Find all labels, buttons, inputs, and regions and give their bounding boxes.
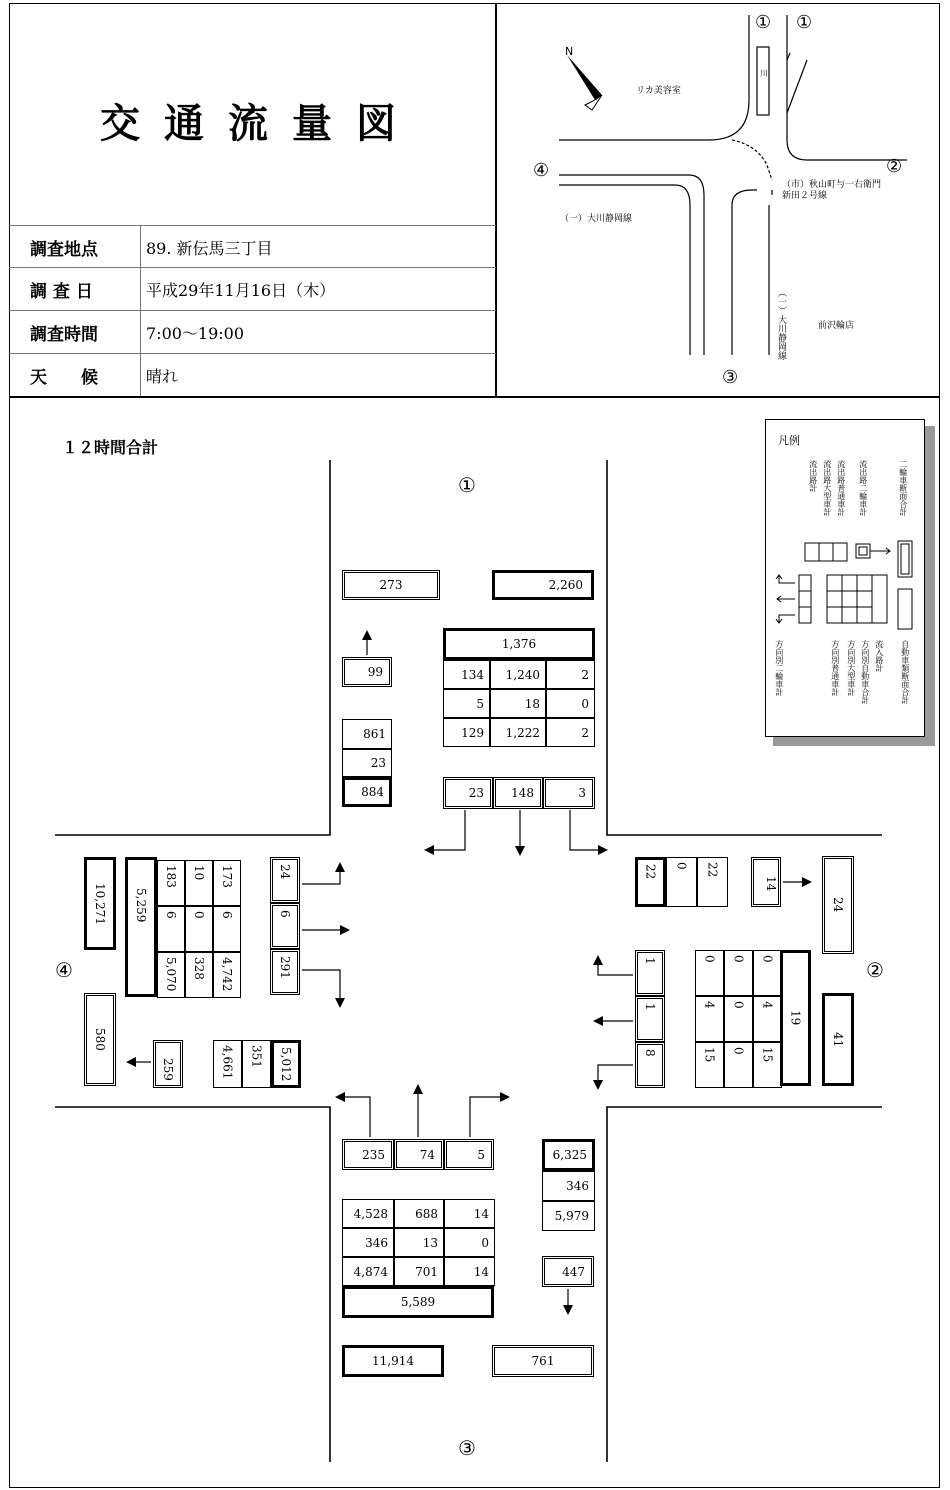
north-twowheel-section: 273 (342, 570, 440, 600)
west-matrix-cell: 5,070 (157, 952, 185, 998)
leg-south: ③ (458, 1436, 476, 1460)
south-section-total: 11,914 (342, 1345, 444, 1377)
east-dir-cell: 1 (635, 996, 665, 1042)
south-exit-large: 346 (542, 1171, 595, 1201)
map-leg1b: ① (796, 12, 813, 33)
map-leg1a: ① (755, 12, 772, 33)
south-exit-twowheel: 447 (542, 1256, 594, 1287)
west-matrix-cell: 6 (213, 906, 241, 952)
north-dir-cell: 3 (543, 777, 595, 809)
south-dir-cell: 5 (444, 1139, 494, 1170)
west-dir-cell: 24 (270, 857, 300, 903)
south-dir-straight-arrowhead (413, 1084, 423, 1094)
south-dir-right-arrow (470, 1097, 500, 1137)
map-landmark-bottom: 前沢輪店 (818, 321, 855, 331)
legend-top-label: 二輪車断面合計 (898, 460, 908, 516)
north-matrix-cell: 18 (490, 689, 546, 718)
east-dir-top-arrowhead (593, 955, 603, 965)
east-exit-cell: 22 (635, 857, 666, 907)
north-matrix-cell: 2 (546, 718, 595, 747)
page-title: 交通流量図 (100, 101, 420, 147)
south-matrix-cell: 4,528 (342, 1199, 394, 1228)
east-exit-twowheel: 14 (751, 857, 781, 907)
map-north-label: N (565, 45, 574, 58)
west-dir-cell: 291 (270, 949, 300, 995)
header-row-value: 7:00〜19:00 (146, 324, 245, 343)
period-label: １２時間合計 (62, 438, 159, 457)
legend-bottom-label: 方向別二輪車計 (774, 640, 784, 696)
west-dir-top-arrowhead (335, 862, 345, 872)
east-exit-cell: 0 (666, 857, 697, 907)
north-dir-left-arrow (432, 810, 465, 850)
west-exit-cell: 4,661 (213, 1040, 242, 1088)
east-twowheel-section: 24 (822, 856, 854, 954)
north-matrix-cell: 129 (443, 718, 490, 747)
east-matrix-cell: 15 (753, 1042, 782, 1088)
west-exit-arrowhead (126, 1057, 136, 1067)
west-dir-bottom-arrow (302, 970, 340, 998)
map-road-bottom-label: （一）大川静岡線 (776, 288, 786, 360)
map-small-box-label: 川 (760, 69, 768, 78)
north-matrix-cell: 1,222 (490, 718, 546, 747)
east-matrix-cell: 0 (695, 950, 724, 996)
north-matrix-cell: 0 (546, 689, 595, 718)
west-inflow-total: 5,259 (125, 857, 157, 997)
legend-symbols (765, 419, 925, 737)
east-dir-bottom-arrow (598, 1065, 633, 1080)
east-dir-bottom-arrowhead (593, 1080, 603, 1090)
north-section-total: 2,260 (492, 570, 594, 600)
west-exit-cell: 5,012 (271, 1040, 301, 1088)
west-twowheel-section: 580 (84, 993, 116, 1086)
east-matrix-cell: 0 (724, 996, 753, 1042)
leg-east: ② (866, 958, 884, 982)
north-exit-arrowhead (362, 630, 372, 640)
map-road-right-label: （市）秋山町与一右衛門 新田２号線 (782, 180, 882, 201)
west-matrix-cell: 6 (157, 906, 185, 952)
east-matrix-cell: 4 (695, 996, 724, 1042)
south-dir-right-arrowhead (500, 1092, 510, 1102)
legend-bottom-label: 自動車類断面合計 (900, 640, 910, 704)
legend-bottom-label: 方向別普通車計 (830, 640, 840, 696)
north-exit-total: 884 (342, 777, 392, 807)
leg-north: ① (458, 473, 476, 497)
south-matrix-cell: 14 (444, 1257, 495, 1286)
header-row-value: 89. 新伝馬三丁目 (146, 239, 273, 258)
south-twowheel-section: 761 (492, 1345, 594, 1377)
north-matrix-cell: 1,240 (490, 660, 546, 689)
header-row-label: 調 査 日 (30, 282, 93, 302)
east-matrix-cell: 15 (695, 1042, 724, 1088)
west-dir-mid-arrowhead (340, 925, 350, 935)
map-leg3: ③ (722, 367, 739, 388)
south-exit-total: 6,325 (542, 1139, 595, 1171)
south-exit-arrowhead (563, 1305, 573, 1315)
south-matrix-cell: 346 (342, 1228, 394, 1257)
legend-bottom-label: 流入路計 (874, 640, 884, 672)
south-matrix-cell: 14 (444, 1199, 495, 1228)
north-matrix-cell: 134 (443, 660, 490, 689)
header-row-label: 調査時間 (30, 325, 98, 345)
south-dir-cell: 235 (342, 1139, 394, 1170)
map-leg4: ④ (533, 160, 550, 181)
north-dir-cell: 148 (493, 777, 543, 809)
west-section-total: 10,271 (84, 857, 116, 950)
header-row-value: 晴れ (146, 367, 179, 386)
east-dir-mid-arrowhead (593, 1016, 603, 1026)
north-exit-large: 23 (342, 749, 392, 777)
header-row-label: 調査地点 (30, 240, 98, 260)
east-exit-cell: 22 (697, 857, 728, 907)
west-matrix-cell: 328 (185, 952, 213, 998)
legend-top-label: 流出路計 (808, 460, 818, 492)
map-leg2: ② (886, 156, 903, 177)
west-matrix-cell: 183 (157, 860, 185, 906)
west-matrix-cell: 4,742 (213, 952, 241, 998)
west-matrix-cell: 0 (185, 906, 213, 952)
east-dir-top-arrow (598, 965, 633, 975)
east-matrix-cell: 0 (724, 1042, 753, 1088)
legend-top-label: 流出路普通車計 (836, 460, 846, 516)
north-dir-right-arrowhead (598, 845, 608, 855)
west-matrix-cell: 173 (213, 860, 241, 906)
west-exit-cell: 351 (242, 1040, 271, 1088)
legend-bottom-label: 方向別大型車計 (846, 640, 856, 696)
north-exit-normal: 861 (342, 719, 392, 749)
north-dir-left-arrowhead (424, 845, 434, 855)
north-matrix-cell: 5 (443, 689, 490, 718)
map-landmark-top: リカ美容室 (636, 86, 681, 96)
north-dir-right-arrow (570, 810, 600, 850)
south-matrix-cell: 13 (394, 1228, 444, 1257)
map-road-left-label: （一）大川静岡線 (560, 214, 633, 224)
north-dir-straight-arrowhead (515, 846, 525, 856)
south-inflow-total: 5,589 (342, 1286, 494, 1318)
south-dir-cell: 74 (394, 1139, 444, 1170)
east-dir-cell: 1 (635, 950, 665, 996)
north-inflow-total: 1,376 (443, 628, 595, 660)
legend-top-label: 流出路大型車計 (822, 460, 832, 516)
legend-title: 凡例 (778, 434, 800, 447)
south-matrix-cell: 701 (394, 1257, 444, 1286)
header-row-value: 平成29年11月16日（木） (146, 281, 336, 300)
south-matrix-cell: 688 (394, 1199, 444, 1228)
south-matrix-cell: 4,874 (342, 1257, 394, 1286)
east-exit-arrowhead (802, 877, 812, 887)
south-dir-left-arrow (345, 1097, 370, 1137)
east-matrix-cell: 0 (753, 950, 782, 996)
west-dir-bottom-arrowhead (335, 998, 345, 1008)
east-section-total: 41 (822, 993, 854, 1086)
east-matrix-cell: 4 (753, 996, 782, 1042)
west-exit-twowheel: 259 (153, 1040, 183, 1088)
leg-west: ④ (55, 958, 73, 982)
north-matrix-cell: 2 (546, 660, 595, 689)
south-matrix-cell: 0 (444, 1228, 495, 1257)
east-dir-cell: 8 (635, 1042, 665, 1088)
south-exit-normal: 5,979 (542, 1201, 595, 1231)
east-matrix-cell: 0 (724, 950, 753, 996)
west-dir-cell: 6 (270, 903, 300, 949)
west-matrix-cell: 10 (185, 860, 213, 906)
header-row-label: 天 候 (30, 368, 98, 388)
north-exit-twowheel: 99 (342, 657, 392, 687)
legend-bottom-label: 方向別自動車合計 (860, 640, 870, 704)
south-dir-left-arrowhead (335, 1092, 345, 1102)
east-inflow-total: 19 (780, 950, 811, 1086)
legend-top-label: 流出路二輪車計 (858, 460, 868, 516)
north-dir-cell: 23 (443, 777, 493, 809)
west-dir-top-arrow (302, 872, 340, 884)
